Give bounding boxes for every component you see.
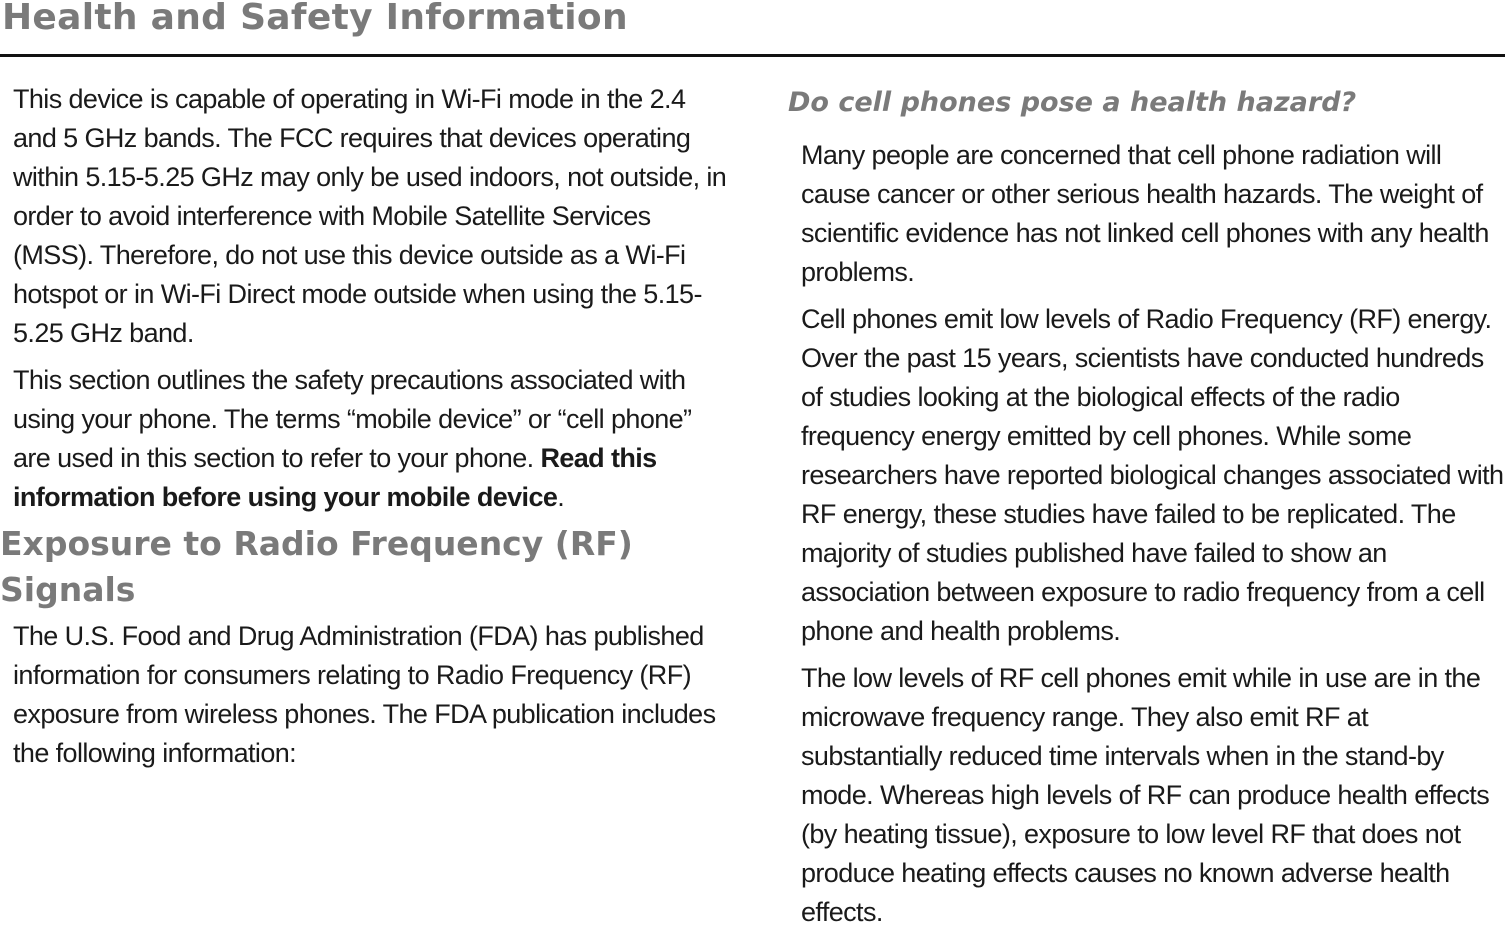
rf-section-heading: Exposure to Radio Frequency (RF) Signals bbox=[0, 524, 633, 609]
health-paragraph-2: Cell phones emit low levels of Radio Frequency (RF) energy. Over the past 15 years, scientists have conducted hundreds of studies looking at the biological effects of the radio frequency energy emitted by cell phones. While some researchers have reported biological changes associated with RF energy, these studies have failed to be replicated. The majority of studies published have failed to show an association between exposure to radio frequency from a cell phone and health problems. bbox=[801, 304, 1504, 646]
safety-paragraph-end: . bbox=[557, 482, 565, 512]
wifi-paragraph: This device is capable of operating in Wi-Fi mode in the 2.4 and 5 GHz bands. The FCC requires that devices operating within 5.15-5.25 GHz may only be used indoors, not outside, in order to avoid interference with Mobile Satellite Services (MSS). Therefore, do not use this device outside as a Wi-Fi hotspot or in Wi-Fi Direct mode outside when using the 5.15-5.25 GHz band. bbox=[13, 84, 727, 348]
title-divider bbox=[0, 54, 1505, 57]
health-hazard-subheading: Do cell phones pose a health hazard? bbox=[788, 87, 1357, 118]
safety-paragraph bbox=[0, 361, 730, 517]
page-title: Health and Safety Information bbox=[2, 0, 628, 38]
health-paragraph-1: Many people are concerned that cell phone radiation will cause cancer or other serious health hazards. The weight of scientific evidence has not linked cell phones with any health problems. bbox=[801, 140, 1489, 287]
left-column bbox=[0, 80, 730, 773]
fda-paragraph: The U.S. Food and Drug Administration (FDA) has published information for consumers relating to Radio Frequency (RF) exposure from wireless phones. The FDA publication includes the following information: bbox=[13, 621, 716, 768]
right-column bbox=[788, 80, 1505, 932]
safety-paragraph-emphasis: Read this information before using your mobile device bbox=[13, 443, 657, 512]
health-paragraph-3: The low levels of RF cell phones emit while in use are in the microwave frequency range. They also emit RF at substantially reduced time intervals when in the stand-by mode. Whereas high levels of RF can produce health effects (by heating tissue), exposure to low level RF that does not produce heating effects causes no known adverse health effects. bbox=[801, 663, 1490, 927]
safety-paragraph-text: This section outlines the safety precautions associated with using your phone. The terms “mobile device” or “cell phone” are used in this section to refer to your phone. bbox=[13, 365, 692, 473]
